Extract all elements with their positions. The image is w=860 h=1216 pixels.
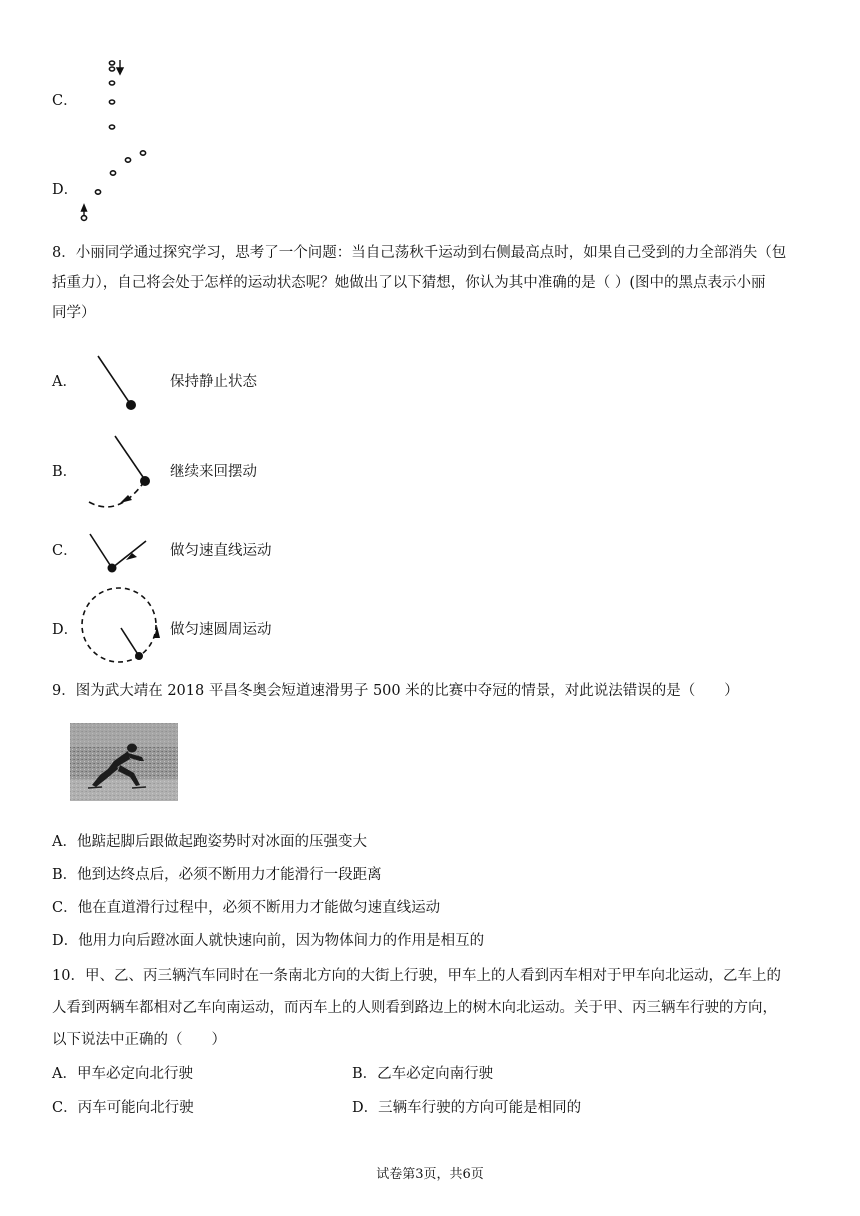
- girl-dot: [108, 564, 117, 573]
- q7-option-d-figure: [76, 146, 156, 226]
- swing-arc: [89, 482, 144, 507]
- q9-option-a: A．他踮起脚后跟做起跑姿势时对冰面的压强变大: [52, 834, 367, 850]
- motion-line: [112, 541, 146, 568]
- swing-rope: [115, 436, 145, 480]
- q10-stem-line: 10．甲、乙、丙三辆汽车同时在一条南北方向的大街上行驶，甲车上的人看到丙车相对于甲车向北运动，乙车上的: [52, 968, 781, 984]
- q8-option-c-figure: [84, 530, 154, 578]
- q10-option-a: A．甲车必定向北行驶: [52, 1066, 193, 1082]
- q9-stem: 9．图为武大靖在 2018 平昌冬奥会短道速滑男子 500 米的比赛中夺冠的情景，对此说法错误的是（ ）: [52, 683, 739, 699]
- speed-skater-photo: [70, 723, 178, 801]
- q9-option-d: D．他用力向后蹬冰面人就快速向前，因为物体间力的作用是相互的: [52, 933, 485, 949]
- arrow-icon: [120, 495, 132, 503]
- q8-stem-line: 8．小丽同学通过探究学习，思考了一个问题：当自己荡秋千运动到右侧最高点时，如果自己受到的力全部消失（包: [52, 245, 787, 261]
- q9-option-b: B．他到达终点后，必须不断用力才能滑行一段距离: [52, 867, 382, 883]
- motion-dot: [109, 100, 114, 104]
- girl-dot: [135, 652, 143, 660]
- motion-dot: [81, 216, 86, 221]
- swing-rope: [90, 534, 112, 568]
- motion-dot: [140, 151, 145, 155]
- q10-stem-line: 人看到两辆车都相对乙车向南运动，而丙车上的人则看到路边上的树木向北运动。关于甲、丙三辆车行驶的方向，: [52, 1000, 777, 1016]
- q8-option-d-text: 做匀速圆周运动: [170, 622, 272, 638]
- q8-stem-line: 括重力），自己将会处于怎样的运动状态呢？她做出了以下猜想，你认为其中准确的是（ ）(图中的黑点表示小丽: [52, 275, 766, 291]
- motion-dot: [95, 190, 100, 194]
- motion-dot: [109, 81, 114, 85]
- q8-option-c-text: 做匀速直线运动: [170, 543, 272, 559]
- q8-option-b-text: 继续来回摆动: [170, 464, 257, 480]
- q8-option-a-text: 保持静止状态: [170, 374, 257, 390]
- q10-option-c: C．丙车可能向北行驶: [52, 1100, 194, 1116]
- q8-option-b-figure: [84, 432, 160, 514]
- motion-dot: [109, 125, 114, 129]
- q7-option-d-letter: D．: [52, 182, 79, 198]
- arrow-down-icon: [117, 60, 123, 74]
- q8-option-d-figure: [78, 582, 166, 668]
- q9-options: [52, 826, 484, 958]
- motion-dot: [109, 67, 114, 71]
- q8-option-a-figure: [92, 352, 142, 414]
- swing-rope: [121, 628, 139, 656]
- q10-option-b: B．乙车必定向南行驶: [352, 1066, 494, 1082]
- circular-path: [82, 588, 156, 662]
- q8-option-b-letter: B．: [52, 464, 78, 480]
- q8-option-d-letter: D．: [52, 622, 79, 638]
- q10-stem-line: 以下说法中正确的（ ）: [52, 1032, 226, 1048]
- q7-option-c-figure: [100, 58, 130, 138]
- q8-stem: [52, 238, 812, 328]
- girl-dot: [126, 400, 136, 410]
- page-footer: 试卷第3页，共6页: [376, 1167, 484, 1182]
- q10-option-d: D．三辆车行驶的方向可能是相同的: [352, 1100, 582, 1116]
- swing-rope: [98, 356, 131, 405]
- q8-option-a-letter: A．: [52, 374, 77, 390]
- q10-stem: [52, 960, 812, 1056]
- motion-dot: [110, 171, 115, 175]
- motion-dot: [125, 158, 130, 162]
- arrow-icon: [154, 626, 160, 638]
- girl-dot: [140, 476, 150, 486]
- q8-stem-line: 同学）: [52, 305, 96, 321]
- q9-option-c: C．他在直道滑行过程中，必须不断用力才能做匀速直线运动: [52, 900, 441, 916]
- arrow-up-icon: [82, 205, 87, 215]
- q7-option-c-letter: C．: [52, 93, 78, 109]
- q8-option-c-letter: C．: [52, 543, 78, 559]
- motion-dot: [109, 61, 114, 65]
